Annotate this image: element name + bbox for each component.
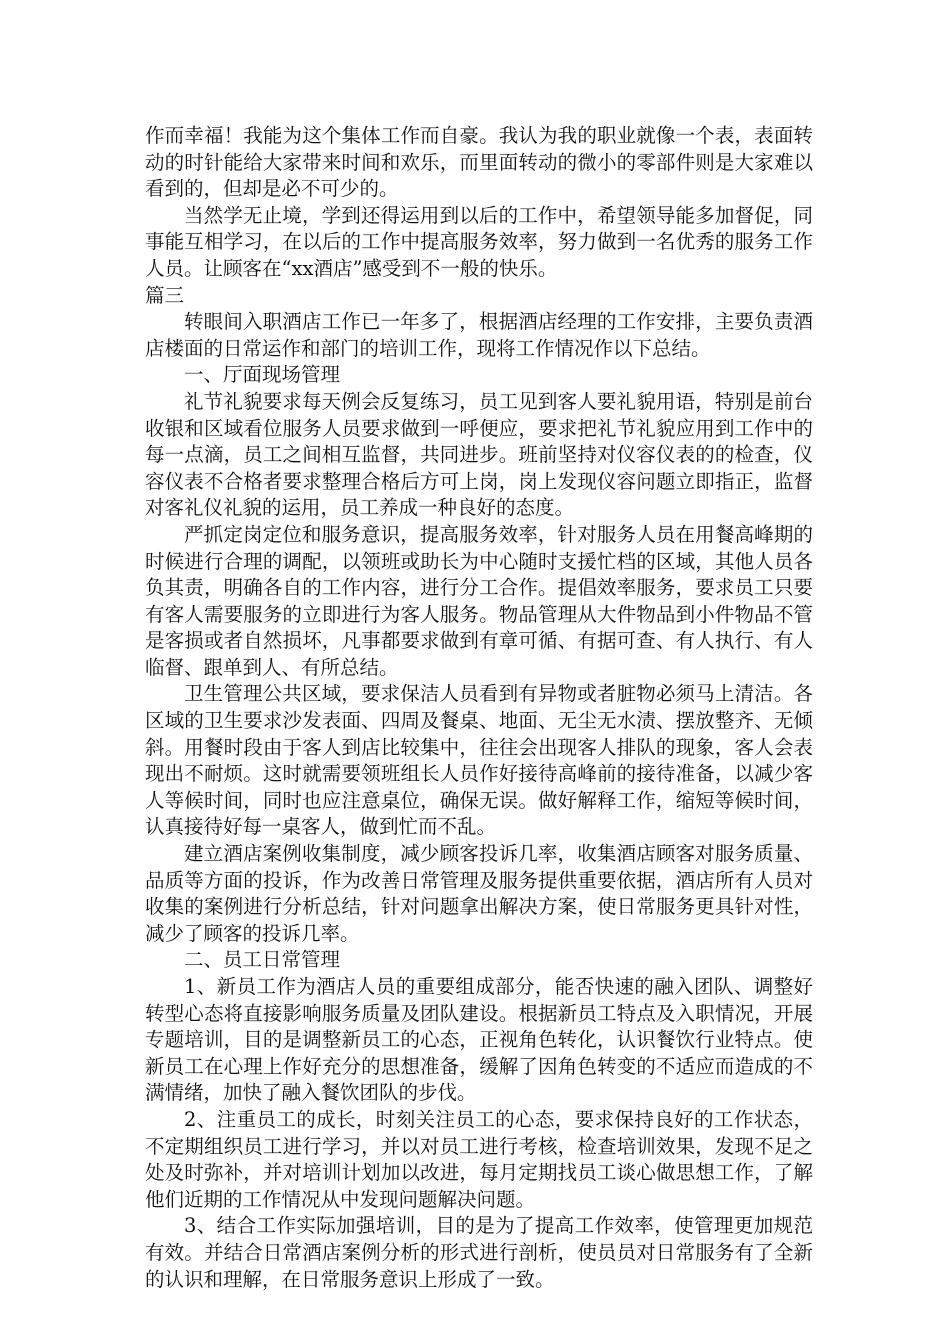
paragraph: 3、结合工作实际加强培训，目的是为了提高工作效率，使管理更加规范有效。并结合日常酒店案例分析的形式进行剖析，使员员对日常服务有了全新的认识和理解，在日常服务意识上形成了一致。	[145, 1214, 813, 1291]
paragraph: 2、注重员工的成长，时刻关注员工的心态，要求保持良好的工作状态，不定期组织员工进行学习，并以对员工进行考核，检查培训效果，发现不足之处及时弥补，并对培训计划加以改进，每月定期找员工谈心做思想工作，了解他们近期的工作情况从中发现问题解决问题。	[145, 1107, 813, 1211]
paragraph: 严抓定岗定位和服务意识，提高服务效率，针对服务人员在用餐高峰期的时候进行合理的调配，以领班或助长为中心随时支援忙档的区域，其他人员各负其责，明确各自的工作内容，进行分工合作。提倡效率服务，要求员工只要有客人需要服务的立即进行为客人服务。物品管理从大件物品到小件物品不管是客损或者自然损坏，凡事都要求做到有章可循、有据可查、有人执行、有人临督、跟单到人、有所总结。	[145, 522, 813, 679]
paragraph: 建立酒店案例收集制度，减少顾客投诉几率，收集酒店顾客对服务质量、品质等方面的投诉，作为改善日常管理及服务提供重要依据，酒店所有人员对收集的案例进行分析总结，针对问题拿出解决方案，使日常服务更具针对性，减少了顾客的投诉几率。	[145, 842, 813, 945]
document-page	[145, 123, 813, 1293]
paragraph: 卫生管理公共区域，要求保洁人员看到有异物或者脏物必须马上清洁。各区域的卫生要求沙发表面、四周及餐桌、地面、无尘无水渍、摆放整齐、无倾斜。用餐时段由于客人到店比较集中，往往会出现客人排队的现象，客人会表现出不耐烦。这时就需要领班组长人员作好接待高峰前的接待准备，以减少客人等候时间，同时也应注意桌位，确保无误。做好解释工作，缩短等候时间，认真接待好每一桌客人，做到忙而不乱。	[145, 682, 813, 839]
subsection-heading: 一、厅面现场管理	[184, 363, 341, 387]
paragraph: 1、新员工作为酒店人员的重要组成部分，能否快速的融入团队、调整好转型心态将直接影响服务质量及团队建设。根据新员工特点及入职情况，开展专题培训，目的是调整新员工的心态，正视角色转化，认识餐饮行业特点。使新员工在心理上作好充分的思想准备，缓解了因角色转变的不适应而造成的不满情绪，加快了融入餐饮团队的步伐。	[145, 975, 813, 1105]
section-heading: 篇三	[145, 283, 185, 307]
subsection-heading: 二、员工日常管理	[184, 948, 341, 972]
paragraph: 转眼间入职酒店工作已一年多了，根据酒店经理的工作安排，主要负责酒店楼面的日常运作和部门的培训工作，现将工作情况作以下总结。	[145, 310, 813, 360]
paragraph-continuation: 作而幸福！我能为这个集体工作而自豪。我认为我的职业就像一个表，表面转动的时针能给大家带来时间和欢乐，而里面转动的微小的零部件则是大家难以看到的，但却是必不可少的。	[145, 124, 813, 201]
paragraph: 礼节礼貌要求每天例会反复练习，员工见到客人要礼貌用语，特别是前台收银和区域看位服务人员要求做到一呼便应，要求把礼节礼貌应用到工作中的每一点滴，员工之间相互监督，共同进步。班前坚持对仪容仪表的的检查，仪容仪表不合格者要求整理合格后方可上岗，岗上发现仪容问题立即指正，监督对客礼仪礼貌的运用，员工养成一种良好的态度。	[145, 389, 813, 520]
paragraph: 当然学无止境，学到还得运用到以后的工作中，希望领导能多加督促，同事能互相学习，在以后的工作中提高服务效率，努力做到一名优秀的服务工作人员。让顾客在“xx酒店”感受到不一般的快乐。	[145, 203, 813, 280]
